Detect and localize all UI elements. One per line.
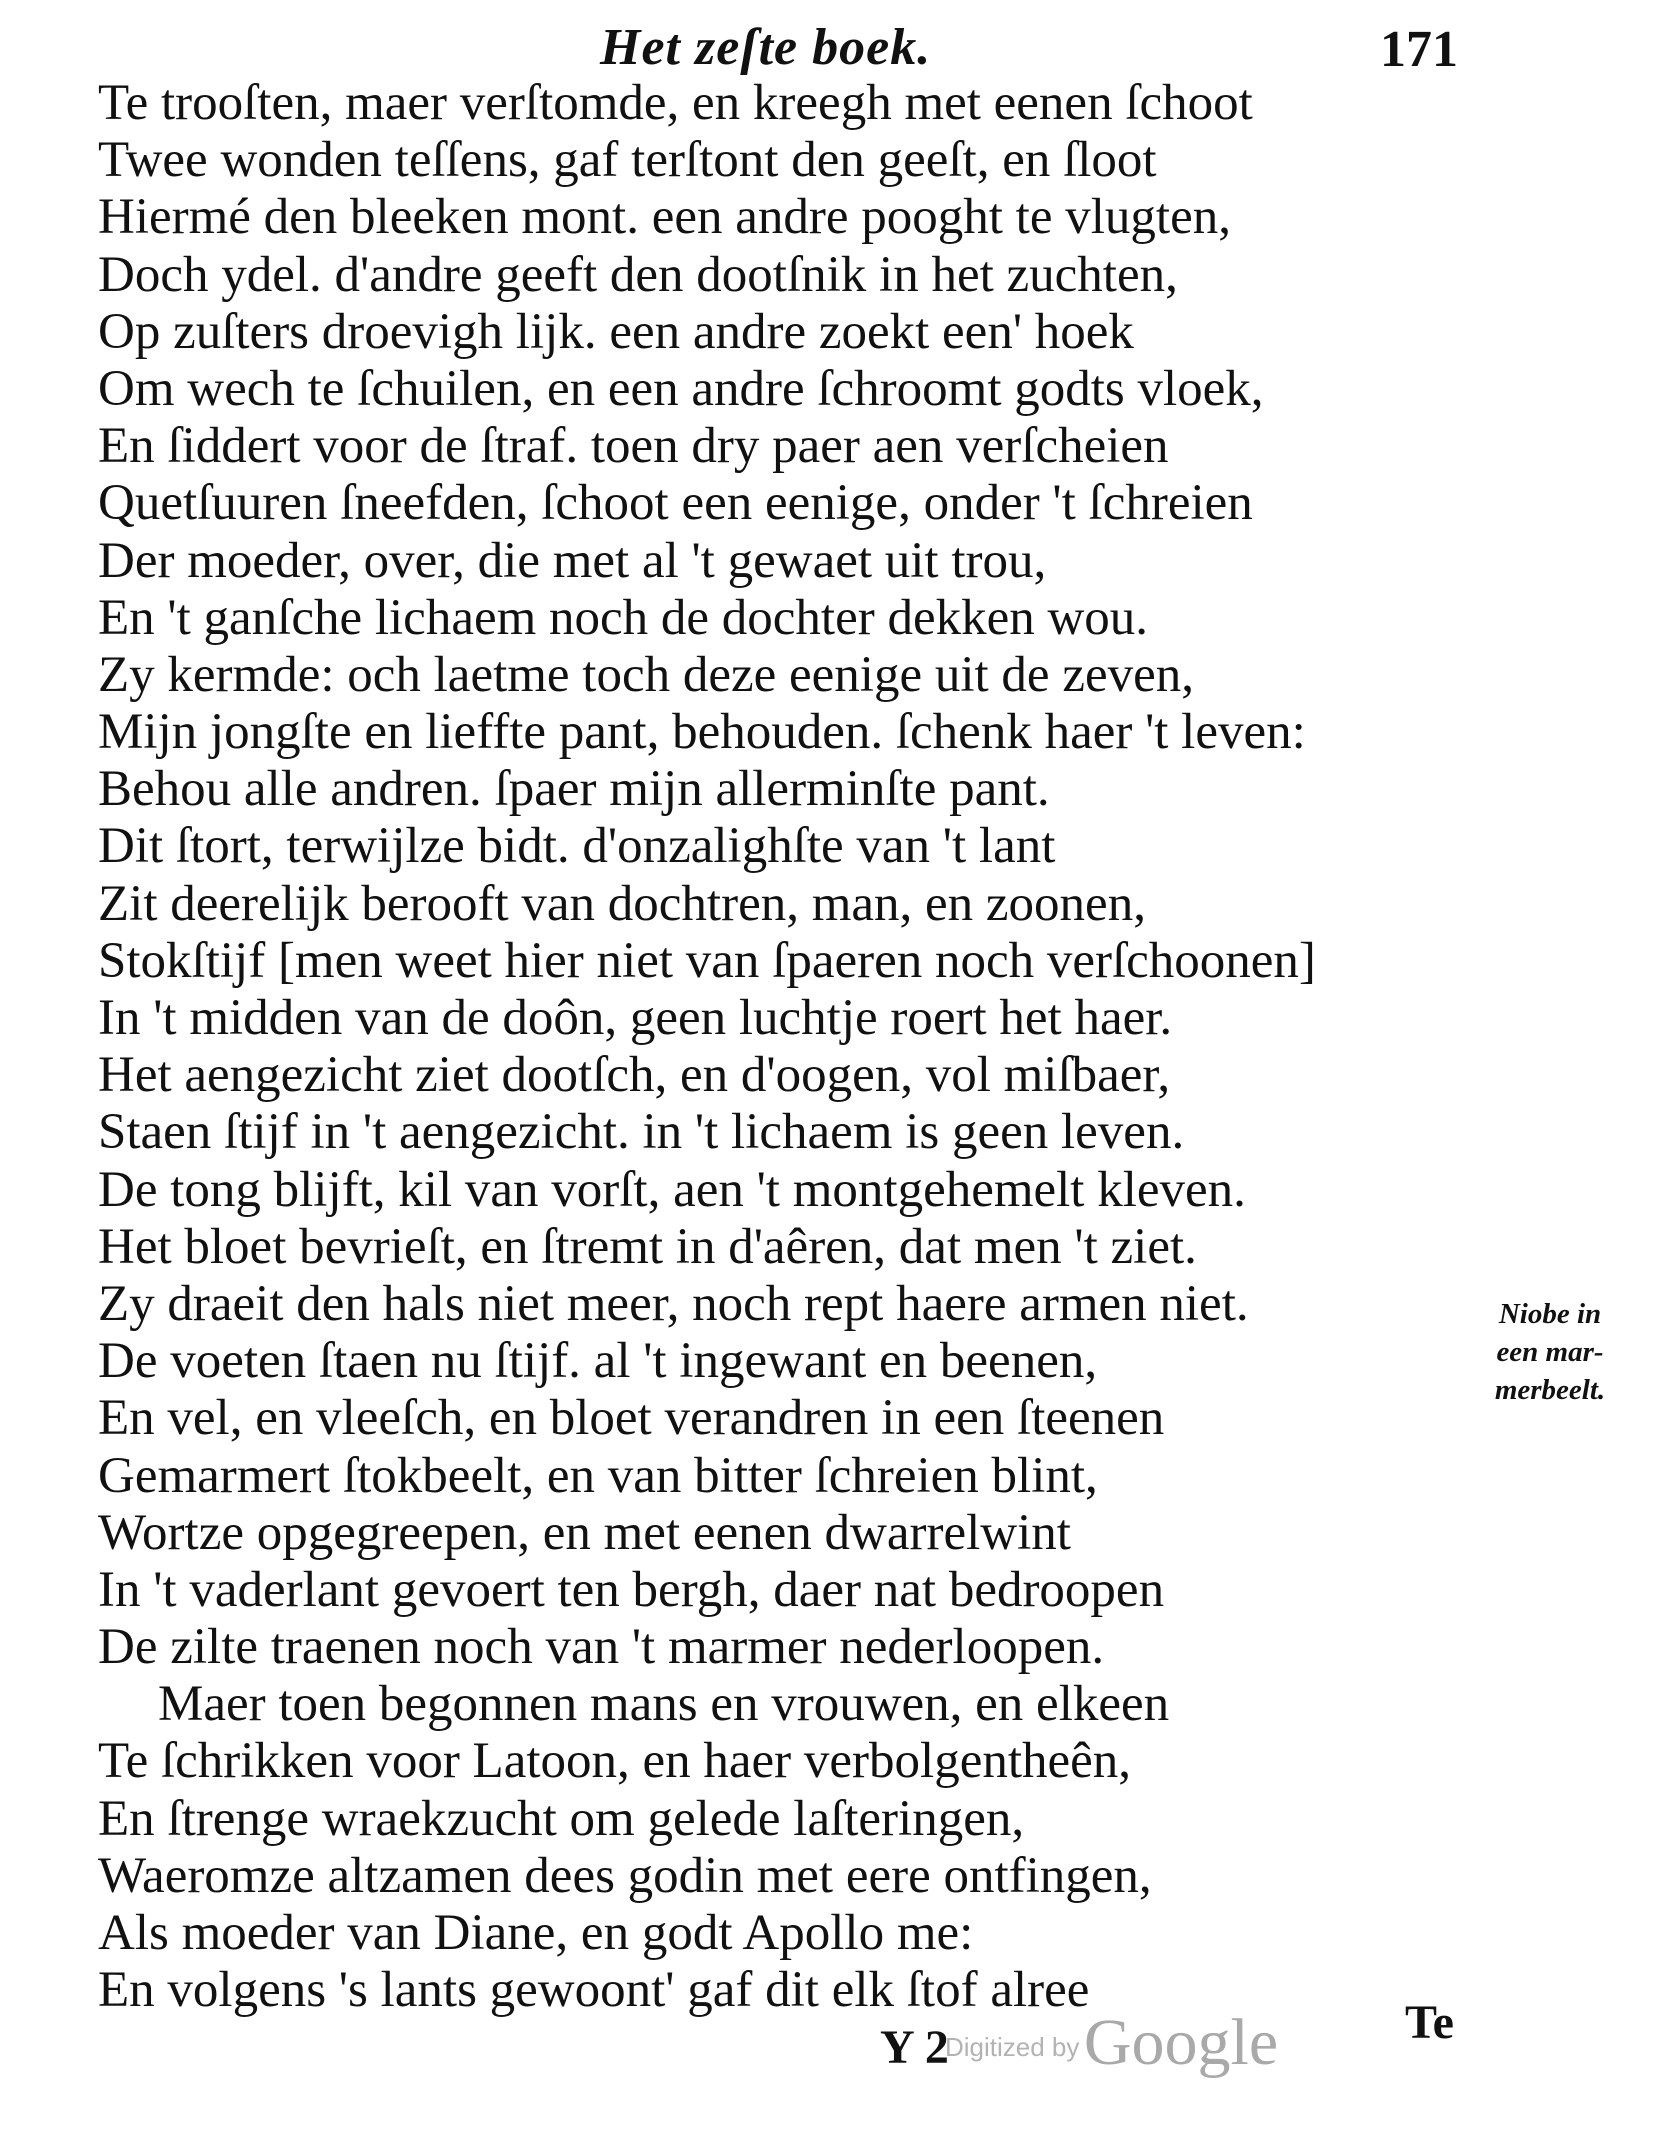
- signature-mark: Y 2: [880, 2021, 949, 2074]
- verse-line: Behou alle andren. ſpaer mijn allerminſte pant.: [98, 761, 1050, 818]
- verse-line: Doch ydel. d'andre geeft den dootſnik in het zuchten,: [98, 246, 1178, 303]
- verse-line: Wortze opgegreepen, en met eenen dwarrelwint: [98, 1504, 1071, 1561]
- verse-line: Twee wonden teſſens, gaf terſtont den geeſt, en ſloot: [98, 132, 1157, 189]
- verse-line: Hiermé den bleeken mont. een andre pooght te vlugten,: [98, 189, 1231, 246]
- verse-line: Zy draeit den hals niet meer, noch rept haere armen niet.: [98, 1275, 1249, 1332]
- watermark-prefix: Digitized by: [945, 2032, 1080, 2062]
- verse-line: En volgens 's lants gewoont' gaf dit elk ſtof alree: [98, 1962, 1090, 2019]
- verse-line: In 't vaderlant gevoert ten bergh, daer nat bedroopen: [98, 1561, 1165, 1618]
- verse-line: Quetſuuren ſneefden, ſchoot een eenige, onder 't ſchreien: [98, 475, 1253, 532]
- page-number: 171: [1380, 21, 1458, 78]
- verse-line: De voeten ſtaen nu ſtijf. al 't ingewant en beenen,: [98, 1333, 1098, 1390]
- digitization-watermark: [945, 2005, 1278, 2081]
- verse-line: En ſiddert voor de ſtraf. toen dry paer aen verſcheien: [98, 418, 1169, 475]
- verse-line: Te trooſten, maer verſtomde, en kreegh met eenen ſchoot: [98, 75, 1253, 131]
- verse-line: Het aengezicht ziet dootſch, en d'oogen, vol miſbaer,: [98, 1047, 1171, 1104]
- margin-note: [1470, 1295, 1630, 1409]
- verse-line: Stokſtijf [men weet hier niet van ſpaeren noch verſchoonen]: [98, 932, 1316, 989]
- verse-line-indented: Maer toen begonnen mans en vrouwen, en elkeen: [158, 1676, 1170, 1733]
- verse-line: Staen ſtijf in 't aengezicht. in 't lichaem is geen leven.: [98, 1104, 1185, 1161]
- catchword: Te: [1405, 1996, 1454, 2049]
- verse-line: De zilte traenen noch van 't marmer nederloopen.: [98, 1619, 1105, 1676]
- verse-line: Der moeder, over, die met al 't gewaet uit trou,: [98, 532, 1047, 589]
- verse-line: En vel, en vleeſch, en bloet verandren in een ſteenen: [98, 1390, 1165, 1447]
- running-title: Het zeſte boek.: [600, 19, 932, 76]
- verse-line: Zit deerelijk berooft van dochtren, man, en zoonen,: [98, 875, 1146, 932]
- verse-line: Zy kermde: och laetme toch deze eenige uit de zeven,: [98, 646, 1194, 703]
- verse-line: Waeromze altzamen dees godin met eere ontfingen,: [98, 1847, 1152, 1904]
- verse-line: Mijn jongſte en lieffte pant, behouden. ſchenk haer 't leven:: [98, 704, 1306, 761]
- margin-note-line: merbeelt.: [1494, 1374, 1606, 1406]
- verse-text: [98, 75, 1488, 2019]
- verse-line: Op zuſters droevigh lijk. een andre zoekt een' hoek: [98, 303, 1134, 360]
- watermark-brand: Google: [1083, 2006, 1279, 2079]
- verse-line: En ſtrenge wraekzucht om gelede laſteringen,: [98, 1790, 1025, 1847]
- verse-line: Te ſchrikken voor Latoon, en haer verbolgentheên,: [98, 1733, 1132, 1790]
- margin-note-line: Niobe in: [1498, 1298, 1602, 1330]
- verse-line: Als moeder van Diane, en godt Apollo me:: [98, 1905, 974, 1961]
- verse-line: En 't ganſche lichaem noch de dochter dekken wou.: [98, 589, 1149, 646]
- verse-line: Dit ſtort, terwijlze bidt. d'onzalighſte van 't lant: [98, 818, 1056, 875]
- verse-line: De tong blijft, kil van vorſt, aen 't montgehemelt kleven.: [98, 1161, 1246, 1218]
- margin-note-line: een mar-: [1496, 1336, 1604, 1368]
- verse-line: Het bloet bevrieſt, en ſtremt in d'aêren, dat men 't ziet.: [98, 1218, 1197, 1275]
- verse-line: In 't midden van de doôn, geen luchtje roert het haer.: [98, 990, 1173, 1046]
- verse-line: Gemarmert ſtokbeelt, en van bitter ſchreien blint,: [98, 1447, 1098, 1504]
- verse-line: Om wech te ſchuilen, en een andre ſchroomt godts vloek,: [98, 360, 1264, 417]
